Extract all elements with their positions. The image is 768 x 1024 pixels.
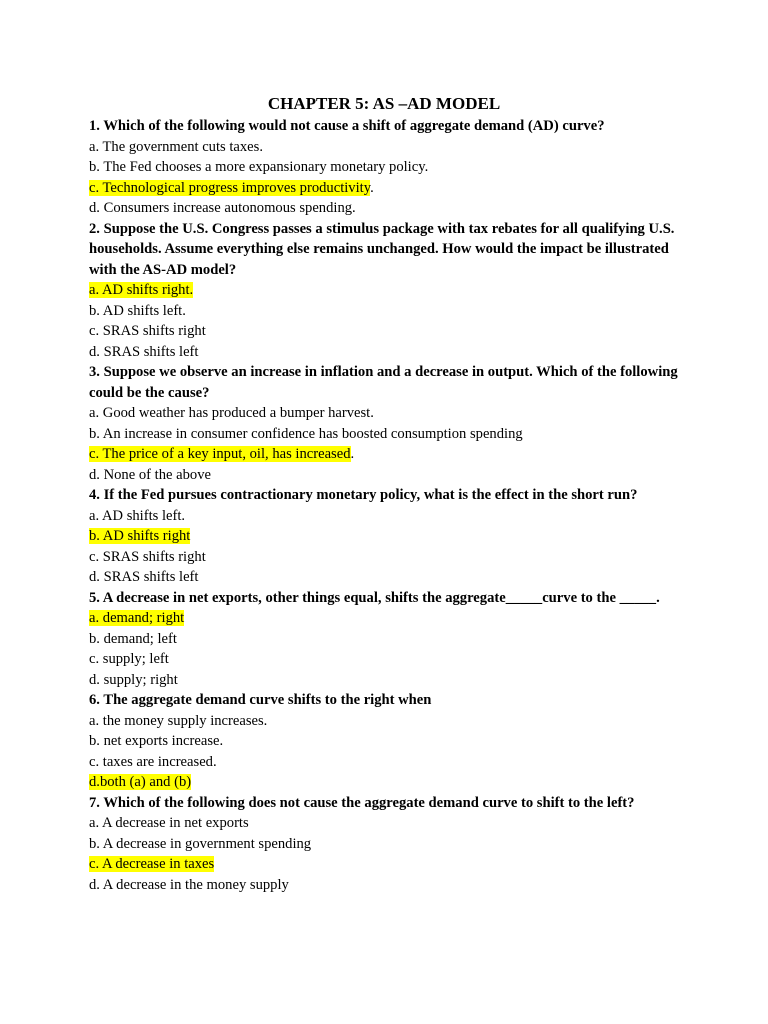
answer-option-text: a. A decrease in net exports (89, 815, 249, 831)
question-text: 2. Suppose the U.S. Congress passes a stimulus package with tax rebates for all qualifying U.S. households. Assume everything else remains unchanged. How would the impact be illustrated with the AS-AD model? (89, 220, 675, 278)
answer-option (89, 834, 679, 855)
answer-option-text: b. The Fed chooses a more expansionary monetary policy. (89, 159, 429, 175)
answer-option-text: a. the money supply increases. (89, 712, 268, 729)
answer-option (89, 342, 679, 363)
answer-option-text: a. AD shifts left. (89, 507, 186, 524)
answer-option (89, 547, 679, 568)
answer-option (89, 465, 679, 486)
answer-option (89, 731, 679, 752)
question-block (89, 219, 679, 363)
page-title: CHAPTER 5: AS –AD MODEL (267, 94, 501, 113)
question-block (89, 485, 679, 588)
answer-option (89, 424, 679, 445)
answer-option-text: d. SRAS shifts left (89, 343, 199, 360)
answer-option-highlighted (89, 772, 679, 793)
answer-option (89, 506, 679, 527)
question-block (89, 690, 679, 793)
answer-option-text: d.both (a) and (b) (89, 774, 192, 790)
answer-option (89, 875, 679, 896)
answer-option-highlighted (89, 178, 679, 199)
answer-option-text: d. A decrease in the money supply (89, 876, 289, 893)
answer-option-text: c. SRAS shifts right (89, 323, 206, 339)
answer-option-text: b. An increase in consumer confidence has boosted consumption spending (89, 425, 523, 442)
question-block (89, 116, 679, 219)
answer-option-text: a. AD shifts right. (89, 282, 194, 298)
answer-option-text: b. A decrease in government spending (89, 835, 312, 852)
answer-option (89, 752, 679, 773)
question-text: 5. A decrease in net exports, other things equal, shifts the aggregate_____curve to the _____. (89, 589, 660, 606)
answer-option (89, 567, 679, 588)
answer-option-text: b. AD shifts left. (89, 302, 186, 319)
answer-option (89, 137, 679, 158)
answer-option-text: c. The price of a key input, oil, has increased (89, 446, 351, 462)
answer-option-text: a. The government cuts taxes. (89, 138, 263, 155)
answer-option (89, 670, 679, 691)
answer-option-highlighted (89, 608, 679, 629)
answer-option-highlighted (89, 526, 679, 547)
answer-option (89, 711, 679, 732)
answer-option (89, 157, 679, 178)
answer-option-text: d. supply; right (89, 671, 178, 688)
answer-option-text: a. Good weather has produced a bumper harvest. (89, 405, 374, 421)
answer-option-text: c. taxes are increased. (89, 753, 217, 770)
answer-option (89, 649, 679, 670)
answer-option-tail: . (370, 179, 374, 196)
question-text: 3. Suppose we observe an increase in inflation and a decrease in output. Which of the following could be the cause? (89, 364, 678, 401)
answer-option (89, 403, 679, 424)
question-text: 6. The aggregate demand curve shifts to the right when (89, 692, 432, 708)
question-block (89, 793, 679, 896)
answer-option-text: b. AD shifts right (89, 528, 191, 544)
answer-option (89, 301, 679, 322)
answer-option-text: d. SRAS shifts left (89, 569, 199, 585)
answer-option-tail: . (350, 446, 355, 462)
answer-option-text: a. demand; right (89, 610, 185, 626)
answer-option-text: c. supply; left (89, 651, 169, 667)
question-block (89, 588, 679, 691)
question-text: 4. If the Fed pursues contractionary monetary policy, what is the effect in the short run? (89, 487, 638, 503)
answer-option-text: b. demand; left (89, 630, 177, 647)
question-text: 1. Which of the following would not cause a shift of aggregate demand (AD) curve? (89, 118, 605, 134)
answer-option-text: d. None of the above (89, 466, 211, 483)
answer-option-text: c. SRAS shifts right (89, 548, 206, 565)
question-list (89, 116, 679, 895)
answer-option-text: c. Technological progress improves productivity (89, 179, 371, 196)
question-block (89, 362, 679, 485)
answer-option (89, 321, 679, 342)
question-text: 7. Which of the following does not cause the aggregate demand curve to shift to the left? (89, 794, 635, 811)
answer-option (89, 198, 679, 219)
answer-option-text: b. net exports increase. (89, 733, 224, 749)
answer-option-highlighted (89, 444, 679, 465)
answer-option-text: d. Consumers increase autonomous spending. (89, 200, 356, 216)
answer-option (89, 813, 679, 834)
answer-option-text: c. A decrease in taxes (89, 856, 215, 872)
answer-option-highlighted (89, 854, 679, 875)
answer-option-highlighted (89, 280, 679, 301)
answer-option (89, 629, 679, 650)
